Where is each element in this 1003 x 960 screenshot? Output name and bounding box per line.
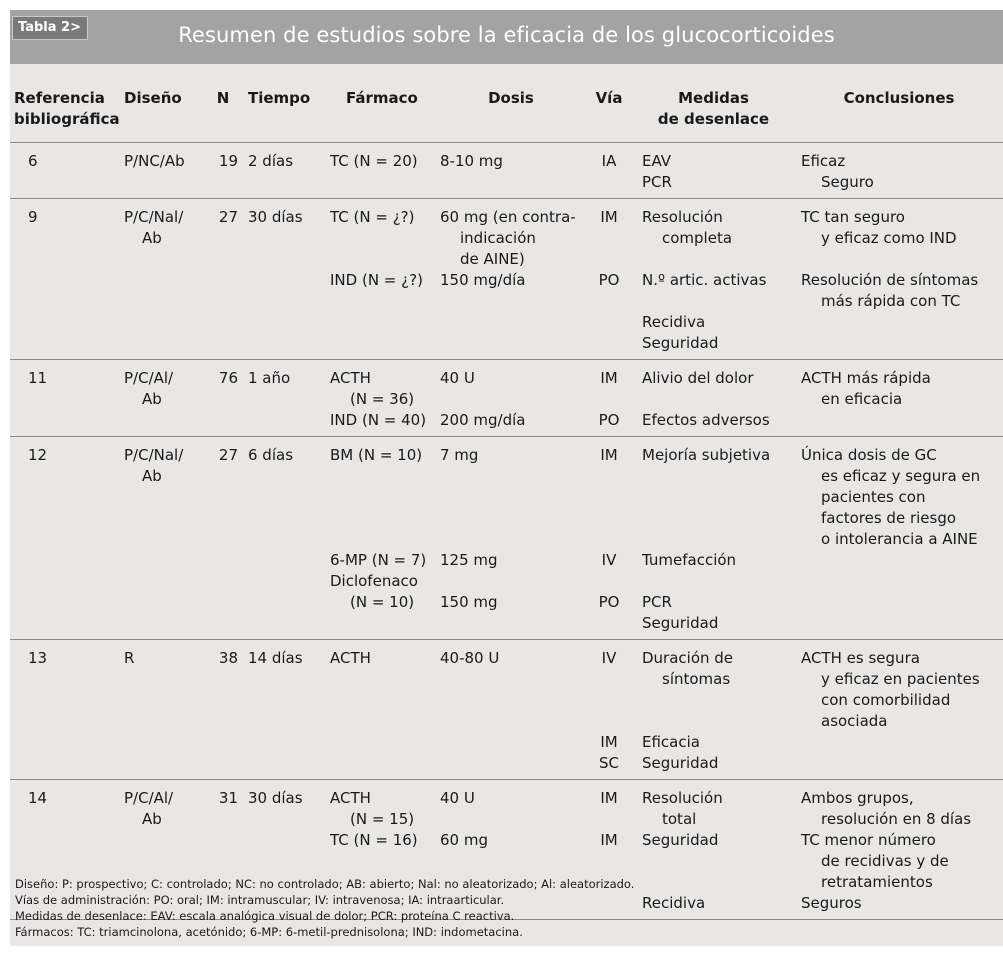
footnote-outcomes: Medidas de desenlace: EAV: escala analógica visual de dolor; PCR: proteína C reactiva. [15, 909, 515, 923]
cell-drug [326, 732, 436, 780]
cell-drug: TC (N = 16) [330, 831, 418, 849]
cell-outcome: Resolución total [642, 789, 723, 828]
cell-outcome: Resolución completa [642, 208, 733, 247]
col-header-n: N [202, 74, 244, 143]
cell-ref: 14 [28, 789, 48, 807]
cell-ref: 6 [10, 143, 120, 199]
col-header-route: Vía [586, 74, 632, 143]
cell-outcome: Mejoría subjetiva [642, 446, 771, 464]
cell-route: IV [601, 649, 617, 667]
cell-route: PO [598, 271, 620, 289]
cell-dose: 40-80 U [440, 649, 500, 667]
cell-route: IM [600, 831, 618, 849]
cell-n: 27 [218, 208, 238, 226]
cell-dose [436, 732, 586, 780]
cell-ref [10, 270, 120, 312]
col-header-drug: Fármaco [326, 74, 436, 143]
footnote-design: Diseño: P: prospectivo; C: controlado; NC: no controlado; AB: abierto; Nal: no aleatorizado; Al: aleatorizado. [15, 877, 635, 891]
cell-conclusion: Seguros [795, 893, 1003, 920]
table-row [10, 640, 1003, 733]
cell-outcome: Recidiva [632, 893, 795, 920]
cell-outcome: Seguridad [642, 831, 719, 849]
cell-route: IM [600, 789, 618, 807]
cell-dose: 200 mg/día [436, 410, 586, 437]
cell-outcome: N.º artic. activas [642, 271, 767, 289]
cell-conclusion: Ambos grupos, resolución en 8 días [801, 789, 972, 828]
cell-outcome: Recidiva Seguridad [632, 312, 795, 360]
table-header-row [10, 74, 1003, 143]
table-title: Resumen de estudios sobre la eficacia de los glucocorticoides [178, 23, 835, 47]
cell-conclusion: TC tan seguro y eficaz como IND [801, 208, 957, 247]
cell-conclusion: Resolución de síntomas más rápida con TC [801, 271, 979, 310]
cell-ref [10, 732, 120, 780]
col-header-design: Diseño [120, 74, 202, 143]
cell-route: PO [586, 410, 632, 437]
cell-drug: ACTH (N = 36) [330, 369, 415, 408]
cell-conclusion [795, 410, 1003, 437]
cell-time: 2 días [244, 143, 326, 199]
footnote-routes: Vías de administración: PO: oral; IM: intramuscular; IV: intravenosa; IA: intraarticular. [15, 893, 505, 907]
cell-drug: BM (N = 10) [330, 446, 423, 464]
cell-time: 6 días [248, 446, 294, 464]
cell-time: 14 días [248, 649, 303, 667]
cell-n [202, 732, 244, 780]
cell-outcome: Efectos adversos [632, 410, 795, 437]
col-header-outcomes: Medidas de desenlace [632, 74, 795, 143]
cell-route: PO [586, 592, 632, 640]
cell-conclusion: TC menor número de recidivas y de retratamientos [801, 831, 949, 891]
cell-ref: 11 [28, 369, 48, 387]
cell-conclusion: ACTH es segura y eficaz en pacientes con comorbilidad asociada [801, 649, 980, 730]
cell-design: R [124, 649, 135, 667]
table-number-tab: Tabla 2> [12, 16, 88, 40]
table-row [10, 270, 1003, 312]
cell-drug: 6-MP (N = 7) Diclofenaco [330, 551, 427, 590]
cell-dose [436, 312, 586, 360]
cell-design [120, 732, 202, 780]
cell-time [244, 592, 326, 640]
cell-n [202, 410, 244, 437]
cell-design [120, 592, 202, 640]
cell-n: 38 [218, 649, 238, 667]
studies-table [10, 74, 1003, 920]
cell-time: 30 días [248, 208, 303, 226]
cell-time [244, 732, 326, 780]
col-header-dose: Dosis [436, 74, 586, 143]
cell-design [120, 410, 202, 437]
cell-drug: IND (N = 40) [326, 410, 436, 437]
cell-n: 31 [218, 789, 238, 807]
table-row [10, 360, 1003, 411]
cell-ref: 12 [28, 446, 48, 464]
cell-time [244, 270, 326, 312]
cell-drug: ACTH (N = 15) [330, 789, 415, 828]
cell-ref: 9 [28, 208, 38, 226]
cell-design [120, 550, 202, 592]
cell-outcome: Alivio del dolor [642, 369, 754, 387]
cell-conclusion: Única dosis de GC es eficaz y segura en pacientes con factores de riesgo o intolerancia a AINE [801, 446, 981, 548]
cell-route: IM SC [586, 732, 632, 780]
studies-body [10, 143, 1003, 920]
table-row [10, 437, 1003, 551]
cell-outcome: Duración de síntomas [642, 649, 734, 688]
table-row [10, 410, 1003, 437]
cell-dose: 60 mg (en contra- indicación de AINE) [440, 208, 576, 268]
cell-n: 27 [218, 446, 238, 464]
cell-route: IM [600, 446, 618, 464]
table-row [10, 780, 1003, 831]
cell-conclusion: ACTH más rápida en eficacia [801, 369, 931, 408]
table-row [10, 312, 1003, 360]
cell-conclusion [795, 592, 1003, 640]
cell-ref [10, 592, 120, 640]
cell-route: IM [600, 369, 618, 387]
col-header-conclusions: Conclusiones [795, 74, 1003, 143]
footnote-drugs: Fármacos: TC: triamcinolona, acetónido; 6-MP: 6-metil-prednisolona; IND: indometacina. [15, 925, 523, 939]
footnotes [15, 876, 998, 940]
cell-time [244, 312, 326, 360]
cell-outcome: Eficacia Seguridad [632, 732, 795, 780]
table-page [10, 10, 1003, 946]
cell-dose: 150 mg/día [440, 271, 526, 289]
cell-time [244, 550, 326, 592]
cell-route [586, 312, 632, 360]
cell-conclusion [795, 550, 1003, 592]
cell-design: P/NC/Ab [120, 143, 202, 199]
cell-drug: (N = 10) [326, 592, 436, 640]
cell-dose: 60 mg [440, 831, 488, 849]
cell-design [120, 270, 202, 312]
cell-time: 1 año [248, 369, 291, 387]
cell-n [202, 550, 244, 592]
cell-dose: 40 U [440, 789, 475, 807]
cell-n: 76 [218, 369, 238, 387]
table-row [10, 550, 1003, 592]
cell-drug [326, 312, 436, 360]
cell-n [202, 312, 244, 360]
cell-drug: IND (N = ¿?) [330, 271, 423, 289]
cell-outcome: PCR Seguridad [632, 592, 795, 640]
cell-n: 19 [202, 143, 244, 199]
cell-design: P/C/Nal/ Ab [124, 446, 184, 485]
cell-drug: ACTH [330, 649, 371, 667]
cell-ref [10, 410, 120, 437]
cell-route: IM [600, 208, 618, 226]
col-header-ref: Referencia bibliográfica [10, 74, 120, 143]
cell-design: P/C/Nal/ Ab [124, 208, 184, 247]
cell-outcome: Tumefacción [642, 551, 737, 569]
cell-n [202, 592, 244, 640]
table-row [10, 143, 1003, 199]
cell-dose: 7 mg [440, 446, 479, 464]
cell-outcome: EAV PCR [632, 143, 795, 199]
cell-drug: TC (N = ¿?) [330, 208, 415, 226]
cell-time [244, 410, 326, 437]
cell-conclusion: Eficaz Seguro [795, 143, 1003, 199]
cell-design: P/C/Al/ Ab [124, 369, 174, 408]
cell-dose: 150 mg [436, 592, 586, 640]
cell-ref [10, 550, 120, 592]
cell-ref [10, 312, 120, 360]
cell-conclusion [795, 312, 1003, 360]
cell-n [202, 270, 244, 312]
cell-route: IV [601, 551, 617, 569]
table-row [10, 199, 1003, 271]
cell-route: IA [586, 143, 632, 199]
cell-time: 30 días [248, 789, 303, 807]
cell-dose: 40 U [440, 369, 475, 387]
cell-drug: TC (N = 20) [326, 143, 436, 199]
cell-dose: 8-10 mg [436, 143, 586, 199]
cell-conclusion [795, 732, 1003, 780]
table-row [10, 732, 1003, 780]
col-header-time: Tiempo [244, 74, 326, 143]
table-row [10, 592, 1003, 640]
cell-dose: 125 mg [440, 551, 498, 569]
cell-design: P/C/Al/ Ab [124, 789, 174, 828]
title-bar [10, 10, 1003, 64]
cell-ref: 13 [28, 649, 48, 667]
cell-design [120, 312, 202, 360]
